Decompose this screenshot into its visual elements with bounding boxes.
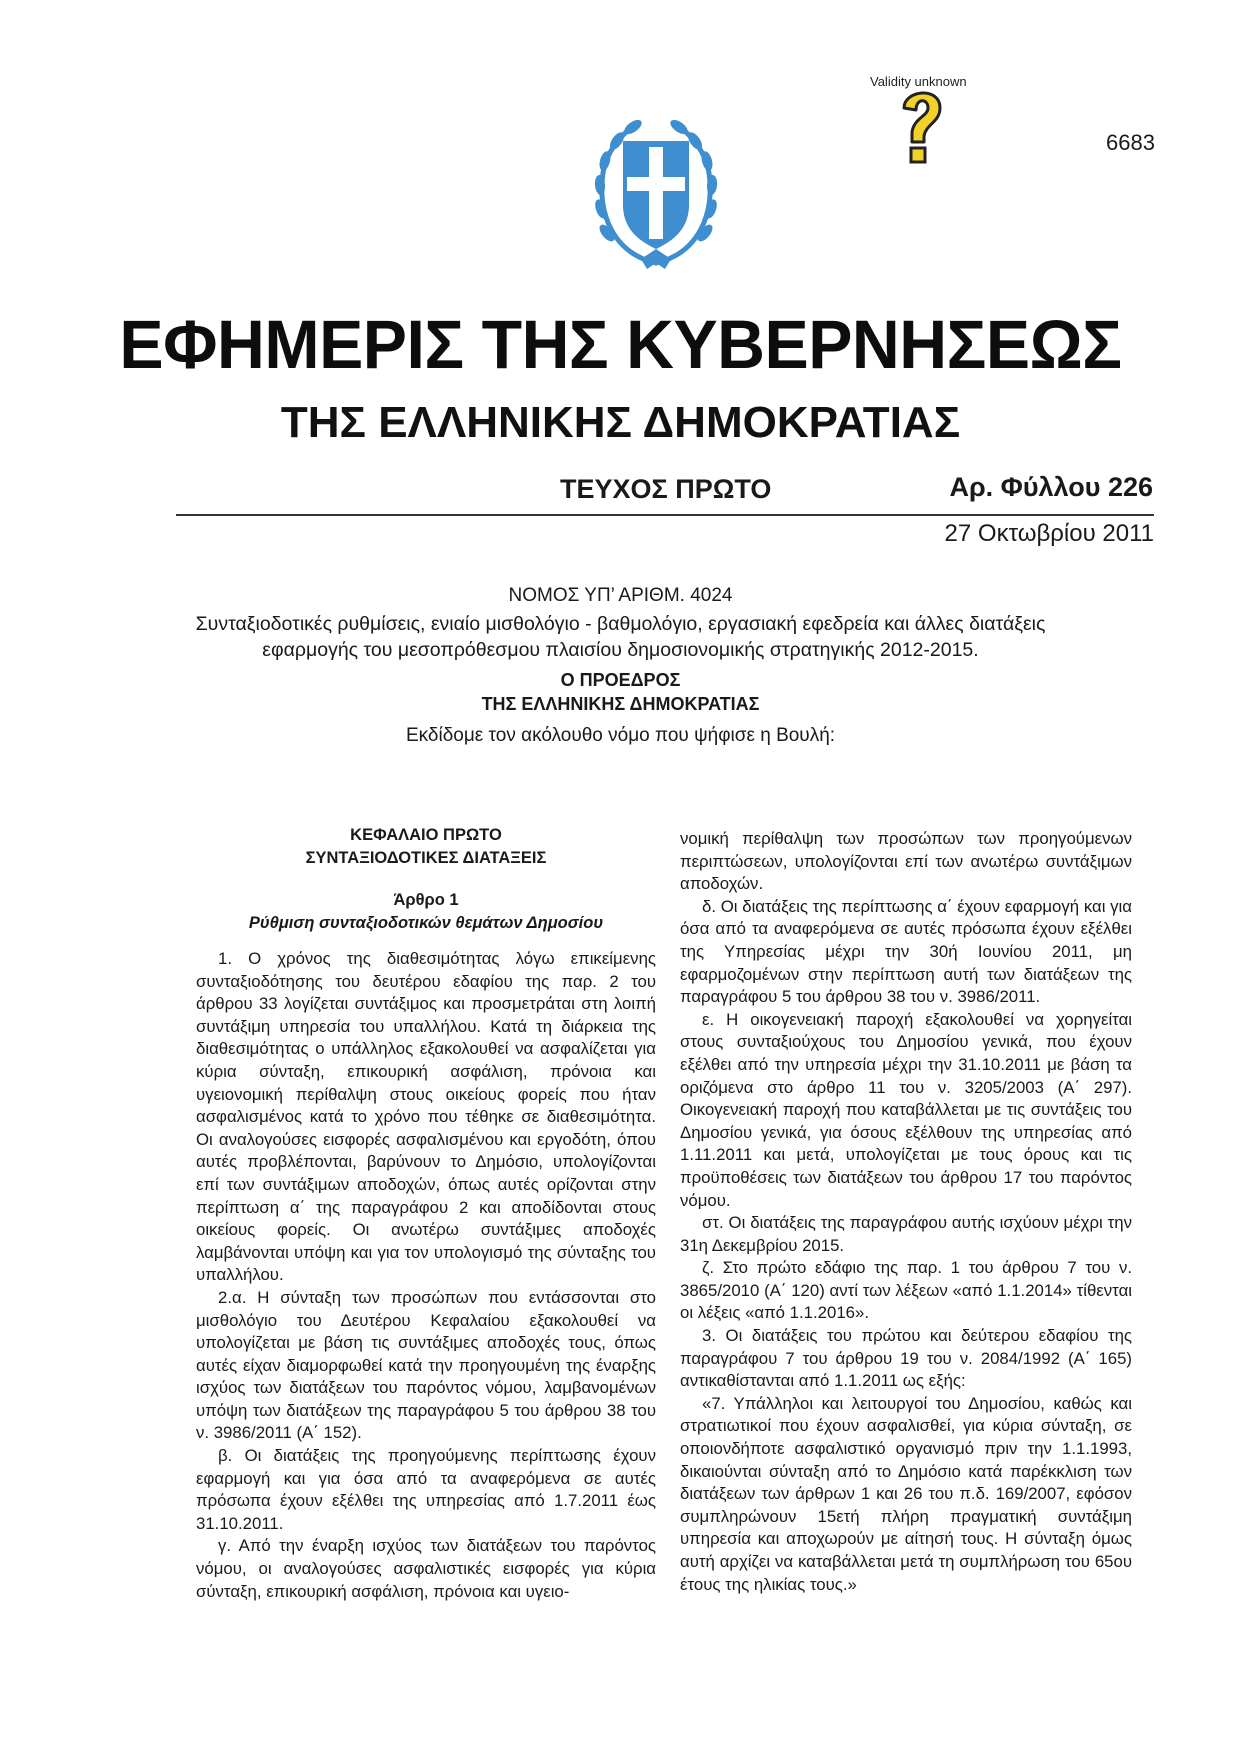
paragraph: β. Οι διατάξεις της προηγούμενης περίπτωσης έχουν εφαρμογή και για όσα από τα αναφερόμενα σε αυτές πρόσωπα έχουν εξέλθει της υπηρεσίας από 1.7.2011 έως 31.10.2011. <box>196 1446 656 1533</box>
law-title-line: εφαρμογής του μεσοπρόθεσμου πλαισίου δημοσιονομικής στρατηγικής 2012-2015. <box>262 639 979 661</box>
paragraph: 2.α. Η σύνταξη των προσώπων που εντάσσονται στο μισθολόγιο του Δευτέρου Κεφαλαίου εξακολουθεί να υπολογίζεται με βάση τις συντάξιμες αποδοχές τους, όπως αυτές είχαν διαμορφωθεί κατά την προηγουμένη της έναρξης ισχύος των διατάξεων του παρόντος νόμου, λαμβανομένων υπόψη των διατάξεων της παραγράφου 5 του άρθρου 38 του ν. 3986/2011 (Α΄ 152). <box>196 1287 656 1443</box>
digital-signature-stamp[interactable] <box>868 70 1008 180</box>
greek-coat-of-arms-icon <box>593 113 719 275</box>
issue-date: 27 Οκτωβρίου 2011 <box>944 520 1154 547</box>
paragraph: γ. Από την έναρξη ισχύος των διατάξεων του παρόντος νόμου, οι αναλογούσες ασφαλιστικές εισφορές για κύρια σύνταξη, επικουρική ασφάλιση, πρόνοια και υγειο- <box>196 1536 656 1601</box>
law-title <box>0 611 1241 663</box>
paragraph: στ. Οι διατάξεις της παραγράφου αυτής ισχύουν μέχρι την 31η Δεκεμβρίου 2015. <box>680 1213 1132 1255</box>
paragraph: δ. Οι διατάξεις της περίπτωσης α΄ έχουν εφαρμογή και για όσα από τα αναφερόμενα σε αυτές πρόσωπα έχουν εξέλθει της Υπηρεσίας μέχρι την 30ή Ιουνίου 2011, μη εφαρμοζομένων στην περίπτωση αυτή των διατάξεων της παραγράφου 5 του άρθρου 38 του ν. 3986/2011. <box>680 896 1132 1007</box>
paragraph-continuation: νομική περίθαλψη των προσώπων των προηγούμενων περιπτώσεων, υπολογίζονται επί των ανωτέρω συντάξιμων αποδοχών. <box>680 829 1132 894</box>
paragraph: ε. Η οικογενειακή παροχή εξακολουθεί να χορηγείται στους συνταξιούχους του Δημοσίου γενικά, που έχουν εξέλθει από την υπηρεσία μέχρι την 31.10.2011 με βάση τα οριζόμενα στο άρθρο 11 του ν. 3205/2003 (Α΄ 297). Οικογενειακή παροχή που καταβάλλεται με τις συντάξεις του Δημοσίου γενικά, για όσους εξέλθουν της υπηρεσίας από 1.11.2011 και μετά, υπολογίζεται με τους όρους και τις προϋποθέσεις των διατάξεων του άρθρου 17 του παρόντος νόμου. <box>680 1009 1132 1210</box>
chapter-title: ΣΥΝΤΑΞΙΟΔΟΤΙΚΕΣ ΔΙΑΤΑΞΕΙΣ <box>305 849 547 867</box>
article-title: Ρύθμιση συνταξιοδοτικών θεμάτων Δημοσίου <box>248 914 604 932</box>
president-heading-line2: ΤΗΣ ΕΛΛΗΝΙΚΗΣ ΔΗΜΟΚΡΑΤΙΑΣ <box>481 694 760 714</box>
left-column-body <box>196 948 656 1603</box>
paragraph: «7. Υπάλληλοι και λειτουργοί του Δημοσίου, καθώς και στρατιωτικοί που έχουν ασφαλισθεί, για κύρια σύνταξη, σε οποιονδήποτε ασφαλιστικό οργανισμό πριν την 1.1.1993, δικαιούνται σύνταξη από το Δημόσιο κατά παρέκκλιση των διατάξεων των άρθρων 1 και 26 του π.δ. 169/2007, εφόσον συμπληρώνουν 15ετή πλήρη πραγματική συντάξιμη υπηρεσία και αποχωρούν με αίτησή τους. Η σύνταξη όμως αυτή αρχίζει να καταβάλλεται μετά τη συμπλήρωση του 65ου έτους της ηλικίας τους.» <box>680 1393 1132 1594</box>
right-column-body <box>680 828 1132 1596</box>
question-mark-icon <box>896 82 948 168</box>
paragraph: 1. Ο χρόνος της διαθεσιμότητας λόγω επικείμενης συνταξιοδότησης του δευτέρου εδαφίου της παρ. 2 του άρθρου 33 λογίζεται συντάξιμος και προσμετράται στη λοιπή συντάξιμη υπηρεσία του υπαλλήλου. Κατά τη διάρκεια της διαθεσιμότητας ο υπάλληλος εξακολουθεί να ασφαλίζεται για κύρια σύνταξη, επικουρική ασφάλιση, πρόνοια και υγειονομική περίθαλψη στους οικείους φορείς που ήταν ασφαλισμένος κατά το χρόνο που τέθηκε σε διαθεσιμότητα. Οι αναλογούσες εισφορές ασφαλισμένου και εργοδότη, όπου αυτές προβλέπονται, βαρύνουν το Δημόσιο, υπολογίζονται επί των συντάξιμων αποδοχών, όπως αυτές ορίζονται στην περίπτωση α΄ της παραγράφου 2 και αποδίδονται στους οικείους φορείς. Οι ανωτέρω συντάξιμες αποδοχές λαμβάνονται υπόψη και για τον υπολογισμό της σύνταξης του υπαλλήλου. <box>196 949 656 1285</box>
article-label: Άρθρο 1 <box>393 891 459 909</box>
enactment-clause: Εκδίδομε τον ακόλουθο νόμο που ψήφισε η Βουλή: <box>405 725 836 746</box>
paragraph: 3. Οι διατάξεις του πρώτου και δεύτερου εδαφίου της παραγράφου 7 του άρθρου 19 του ν. 2084/1992 (Α΄ 165) αντικαθίστανται από 1.1.2011 ως εξής: <box>680 1326 1132 1391</box>
gazette-subtitle: ΤΗΣ ΕΛΛΗΝΙΚΗΣ ΔΗΜΟΚΡΑΤΙΑΣ <box>280 398 961 447</box>
chapter-label: ΚΕΦΑΛΑΙΟ ΠΡΩΤΟ <box>350 826 502 844</box>
gazette-title: ΕΦΗΜΕΡΙΣ ΤΗΣ ΚΥΒΕΡΝΗΣΕΩΣ <box>119 306 1122 383</box>
signature-validity-label: Validity unknown <box>870 74 967 89</box>
law-title-line: Συνταξιοδοτικές ρυθμίσεις, ενιαίο μισθολόγιο - βαθμολόγιο, εργασιακή εφεδρεία και άλλες διατάξεις <box>195 613 1046 635</box>
president-heading: Ο ΠΡΟΕΔΡΟΣ <box>560 670 681 690</box>
law-number: ΝΟΜΟΣ ΥΠ’ ΑΡΙΘΜ. 4024 <box>508 585 733 606</box>
header-divider <box>176 514 1154 516</box>
page-number: 6683 <box>1106 130 1155 155</box>
sheet-number: Αρ. Φύλλου 226 <box>949 472 1153 502</box>
paragraph: ζ. Στο πρώτο εδάφιο της παρ. 1 του άρθρου 7 του ν. 3865/2010 (Α΄ 120) αντί των λέξεων «από 1.1.2014» τίθενται οι λέξεις «από 1.1.2016». <box>680 1258 1132 1323</box>
issue-type: ΤΕΥΧΟΣ ΠΡΩΤΟ <box>560 474 772 504</box>
